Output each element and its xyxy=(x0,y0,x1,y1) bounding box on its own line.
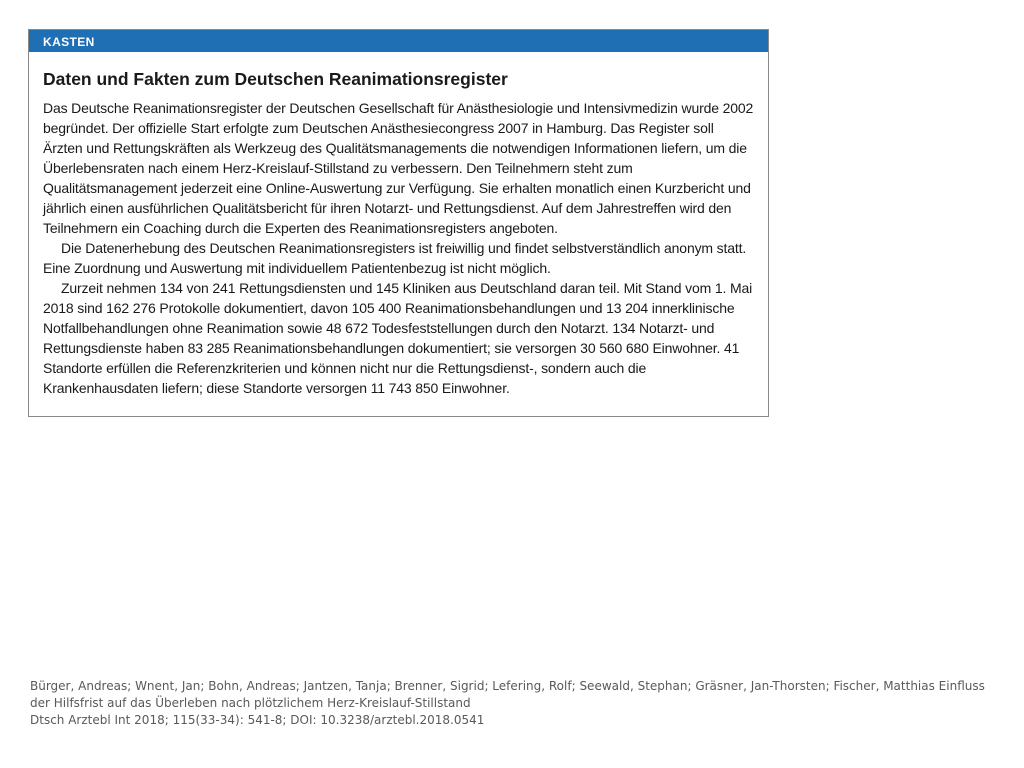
box-paragraph-3: Zurzeit nehmen 134 von 241 Rettungsdiensten und 145 Kliniken aus Deutschland daran teil. Mit Stand vom 1. Mai 2018 sind 162 276 Protokolle dokumentiert, davon 105 400 Reanimationsbehandlungen und 13 204 innerklinische Notfallbehandlungen ohne Reanimation sowie 48 672 Todesfeststellungen durch den Notarzt. 134 Notarzt- und Rettungsdienste haben 83 285 Reanimationsbehandlungen dokumentiert; sie versorgen 30 560 680 Einwohner. 41 Standorte erfüllen die Referenzkriterien und können nicht nur die Rettungsdienst-, sondern auch die Krankenhausdaten liefern; diese Standorte versorgen 11 743 850 Einwohner. xyxy=(43,280,753,396)
citation-authors-title: Bürger, Andreas; Wnent, Jan; Bohn, Andreas; Jantzen, Tanja; Brenner, Sigrid; Lefering, Rolf; Seewald, Stephan; Gräsner, Jan-Thorsten; Fischer, Matthias Einfluss der Hilfsfrist auf das Überleben nach plötzlichem Herz-Kreislauf-Stillstand xyxy=(30,679,985,710)
box-paragraph-2: Die Datenerhebung des Deutschen Reanimationsregisters ist freiwillig und findet selbstverständlich anonym statt. Eine Zuordnung und Auswertung mit individuellem Patientenbezug ist nicht möglich. xyxy=(43,240,747,276)
box-paragraph-1: Das Deutsche Reanimationsregister der Deutschen Gesellschaft für Anästhesiologie und Intensivmedizin wurde 2002 begründet. Der offizielle Start erfolgte zum Deutschen Anästhesiecongress 2007 in Hamburg. Das Register soll Ärzten und Rettungskräften als Werkzeug des Qualitätsmanagements die notwendigen Informationen liefern, um die Überlebensraten nach einem Herz-Kreislauf-Stillstand zu verbessern. Den Teilnehmern steht zum Qualitätsmanagement jederzeit eine Online-Auswertung zur Verfügung. Sie erhalten monatlich einen Kurzbericht und jährlich einen ausführlichen Qualitätsbericht für ihren Notarzt- und Rettungsdienst. Auf dem Jahrestreffen wird den Teilnehmern ein Coaching durch die Experten des Reanimationsregisters angeboten. xyxy=(43,100,754,236)
box-body xyxy=(29,52,768,398)
box-header-label: KASTEN xyxy=(29,30,768,52)
info-box xyxy=(28,29,769,417)
citation xyxy=(30,678,990,729)
citation-journal-reference: Dtsch Arztebl Int 2018; 115(33-34): 541-8; DOI: 10.3238/arztebl.2018.0541 xyxy=(30,713,485,727)
box-title: Daten und Fakten zum Deutschen Reanimationsregister xyxy=(43,69,508,89)
